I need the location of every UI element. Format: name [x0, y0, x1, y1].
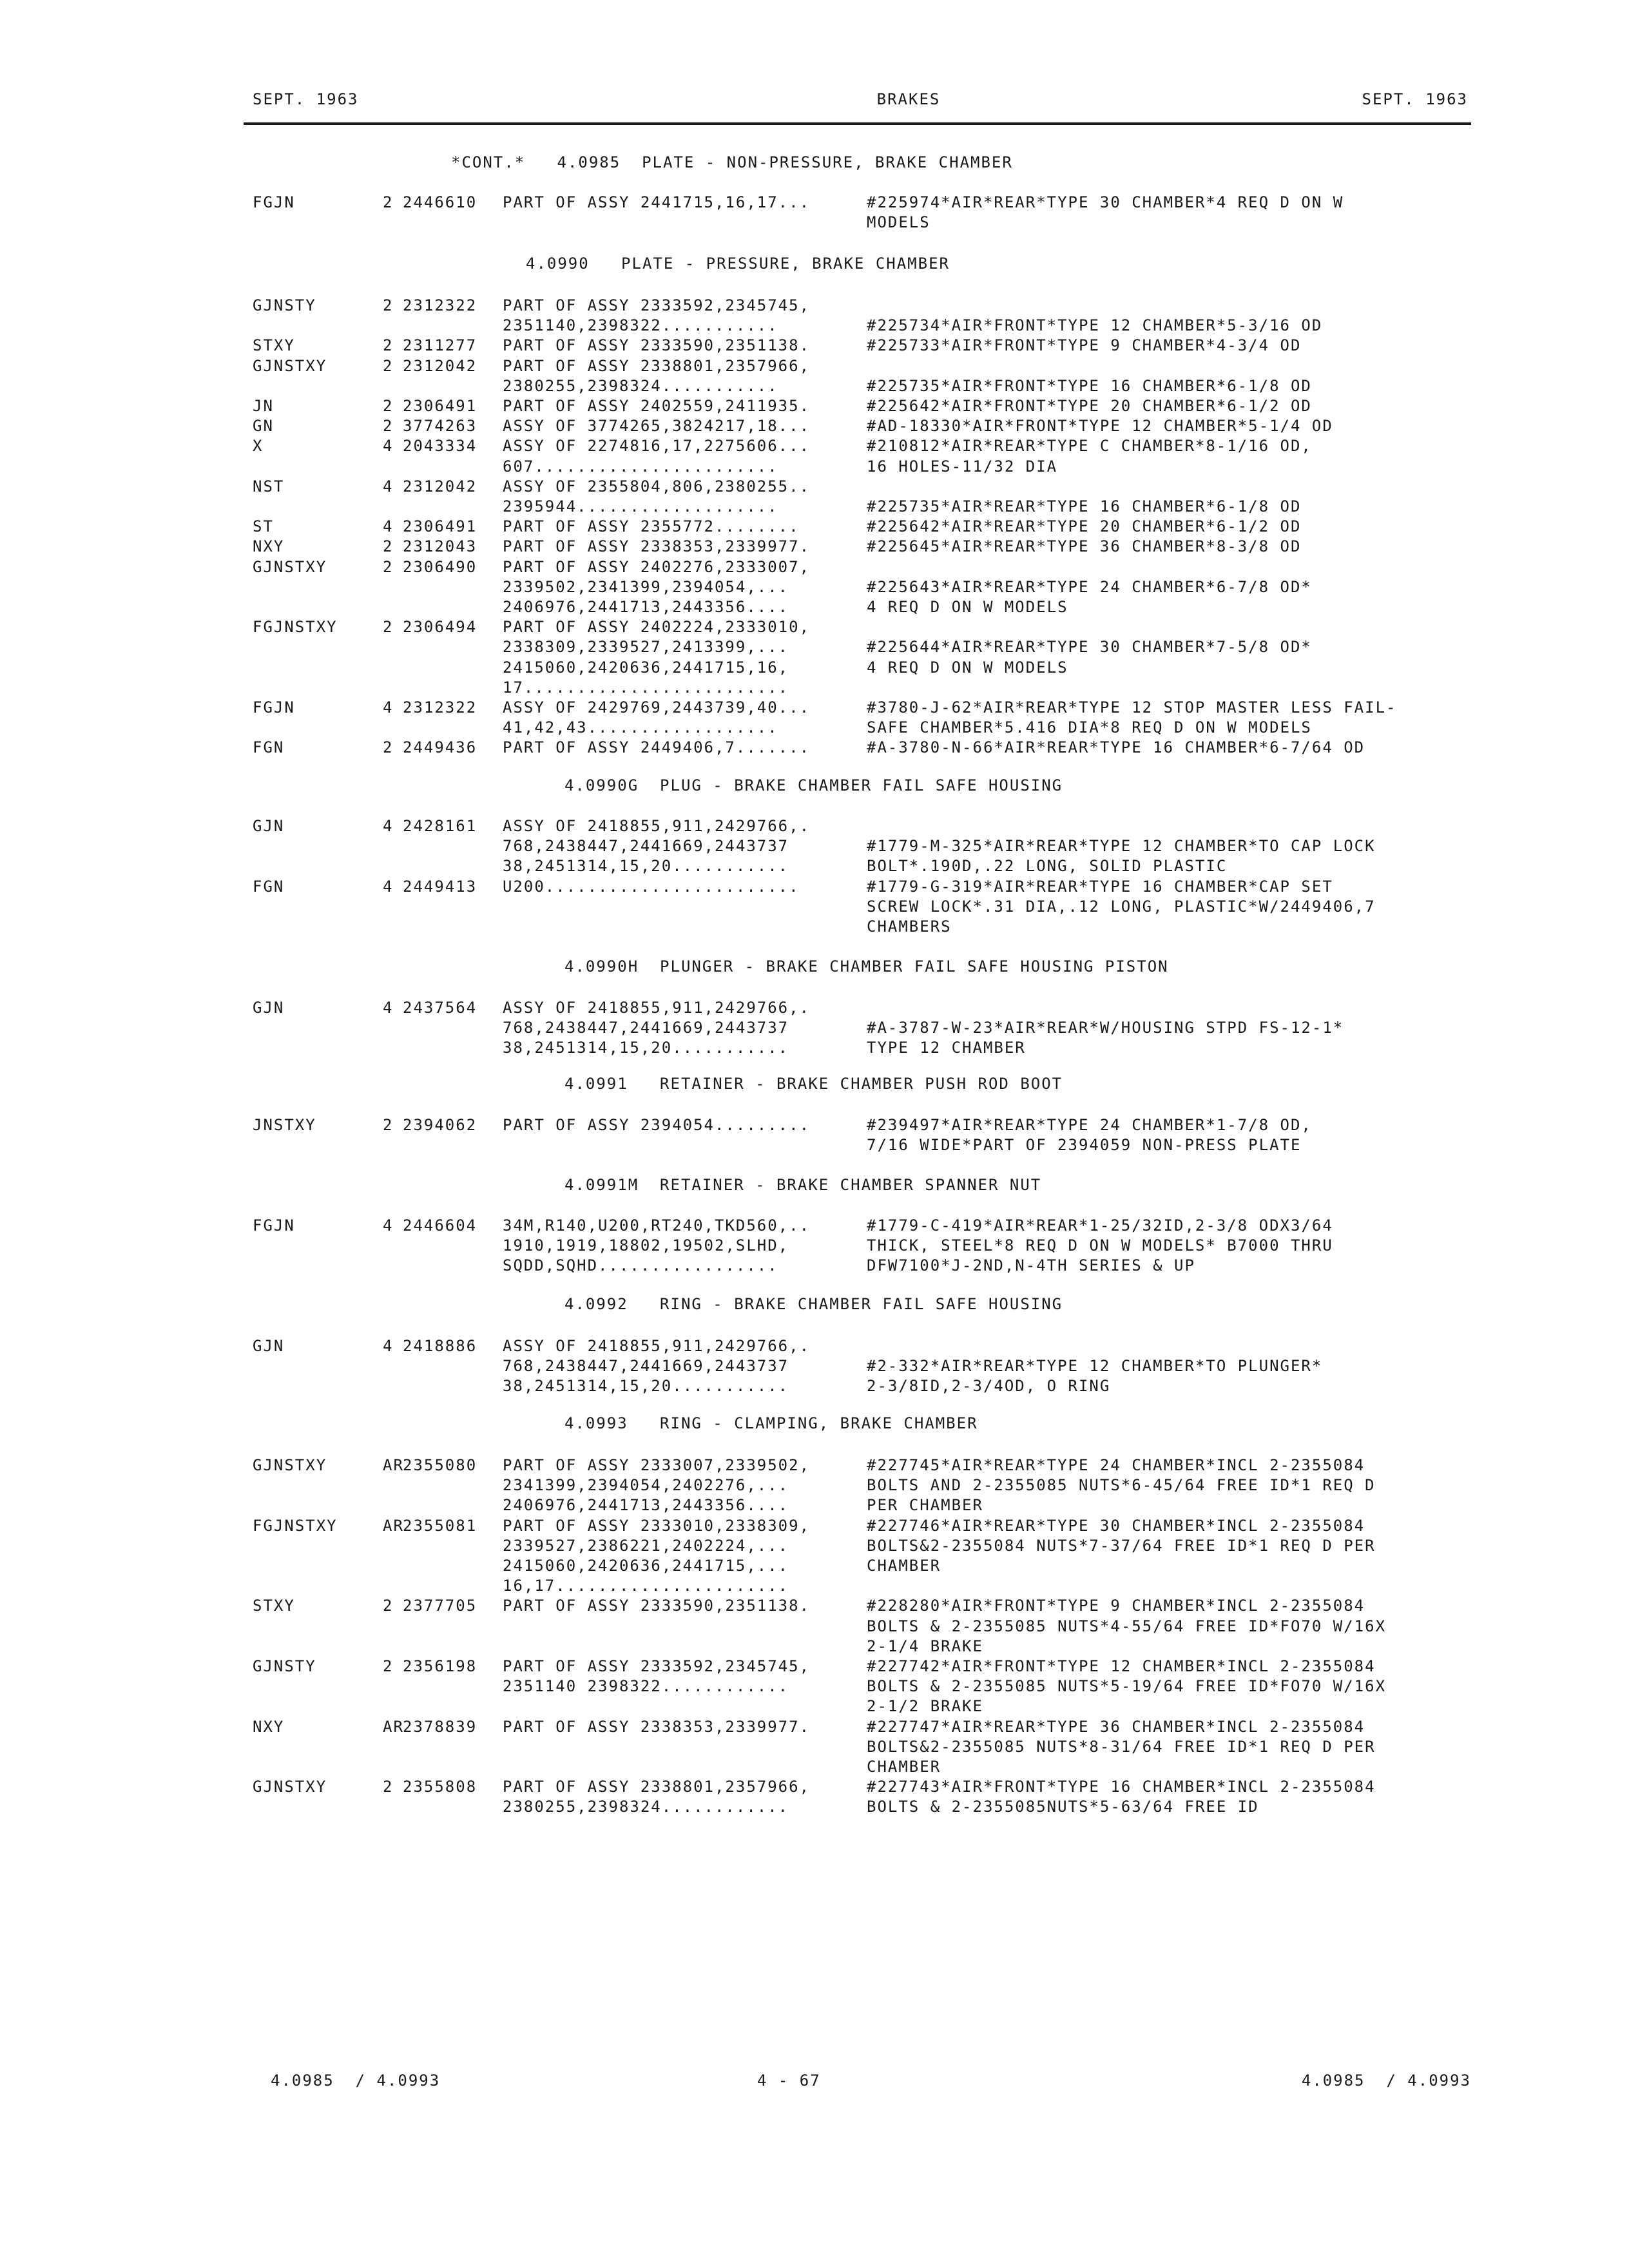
assembly-reference: ASSY OF 2355804,806,2380255..: [503, 477, 811, 495]
quantity: AR: [383, 1516, 404, 1535]
quantity: 4: [383, 437, 394, 456]
part-description: CHAMBERS: [867, 917, 952, 936]
part-description: CHAMBER: [867, 1556, 941, 1575]
part-description: #2-332*AIR*REAR*TYPE 12 CHAMBER*TO PLUNGER*: [867, 1357, 1323, 1376]
model-code: FGN: [253, 877, 285, 896]
assembly-reference: 38,2451314,15,20...........: [503, 1377, 789, 1396]
assembly-reference: 2415060,2420636,2441715,16,: [503, 658, 789, 677]
quantity: 2: [383, 1778, 394, 1796]
assembly-reference: PART OF ASSY 2441715,16,17...: [503, 193, 811, 211]
part-description: BOLTS&2-2355084 NUTS*7-37/64 FREE ID*1 REQ D PER: [867, 1536, 1376, 1555]
model-code: GJNSTXY: [253, 557, 327, 576]
model-code: GJNSTXY: [253, 1778, 327, 1796]
part-number: 2311277: [403, 336, 477, 355]
section-title: 4.0990H PLUNGER - BRAKE CHAMBER FAIL SAFE HOUSING PISTON: [564, 957, 1169, 975]
assembly-reference: PART OF ASSY 2338353,2339977.: [503, 537, 811, 556]
assembly-reference: ASSY OF 2418855,911,2429766,.: [503, 817, 811, 835]
model-code: FGJNSTXY: [253, 618, 338, 637]
model-code: FGN: [253, 738, 285, 757]
assembly-reference: PART OF ASSY 2338353,2339977.: [503, 1717, 811, 1736]
part-description: #225735*AIR*REAR*TYPE 16 CHAMBER*6-1/8 OD: [867, 497, 1302, 515]
part-description: #210812*AIR*REAR*TYPE C CHAMBER*8-1/16 OD,: [867, 437, 1312, 456]
model-code: JN: [253, 397, 274, 415]
assembly-reference: 17.........................: [503, 678, 789, 697]
model-code: STXY: [253, 336, 295, 355]
quantity: 4: [383, 877, 394, 896]
part-description: BOLTS & 2-2355085 NUTS*5-19/64 FREE ID*FO70 W/16X: [867, 1677, 1387, 1696]
part-description: #227746*AIR*REAR*TYPE 30 CHAMBER*INCL 2-2355084: [867, 1516, 1365, 1535]
assembly-reference: 38,2451314,15,20...........: [503, 857, 789, 876]
assembly-reference: 768,2438447,2441669,2443737: [503, 1019, 789, 1037]
quantity: 2: [383, 417, 394, 436]
assembly-reference: ASSY OF 2274816,17,2275606...: [503, 437, 811, 456]
assembly-reference: PART OF ASSY 2449406,7.......: [503, 738, 811, 757]
assembly-reference: 16,17......................: [503, 1577, 789, 1595]
section-title: 4.0992 RING - BRAKE CHAMBER FAIL SAFE HOUSING: [564, 1295, 1063, 1313]
part-description: MODELS: [867, 213, 930, 232]
part-number: 2446610: [403, 193, 477, 211]
header-date-right: SEPT. 1963: [1362, 90, 1468, 108]
assembly-reference: PART OF ASSY 2333007,2339502,: [503, 1456, 811, 1474]
part-description: #1779-C-419*AIR*REAR*1-25/32ID,2-3/8 ODX3/64: [867, 1216, 1333, 1235]
part-description: CHAMBER: [867, 1757, 941, 1776]
part-description: BOLTS AND 2-2355085 NUTS*6-45/64 FREE ID*1 REQ D: [867, 1476, 1376, 1495]
model-code: GJN: [253, 1337, 285, 1355]
part-number: 2418886: [403, 1337, 477, 1355]
model-code: GJNSTXY: [253, 356, 327, 375]
part-number: 2355808: [403, 1778, 477, 1796]
model-code: X: [253, 437, 264, 456]
assembly-reference: PART OF ASSY 2402559,2411935.: [503, 397, 811, 415]
assembly-reference: 607.......................: [503, 457, 778, 476]
quantity: 2: [383, 557, 394, 576]
assembly-reference: 38,2451314,15,20...........: [503, 1039, 789, 1057]
assembly-reference: 2339502,2341399,2394054,...: [503, 577, 789, 596]
assembly-reference: ASSY OF 2418855,911,2429766,.: [503, 999, 811, 1017]
model-code: FGJN: [253, 193, 295, 211]
assembly-reference: PART OF ASSY 2333010,2338309,: [503, 1516, 811, 1535]
part-description: #225642*AIR*REAR*TYPE 20 CHAMBER*6-1/2 OD: [867, 517, 1302, 536]
assembly-reference: 2415060,2420636,2441715,...: [503, 1556, 789, 1575]
part-description: #225733*AIR*FRONT*TYPE 9 CHAMBER*4-3/4 OD: [867, 336, 1302, 355]
assembly-reference: PART OF ASSY 2394054.........: [503, 1116, 811, 1134]
assembly-reference: U200........................: [503, 877, 800, 896]
part-description: 2-1/2 BRAKE: [867, 1697, 983, 1716]
part-number: 2306491: [403, 517, 477, 536]
footer-range-right: 4.0985 / 4.0993: [1301, 2071, 1471, 2090]
quantity: 2: [383, 1597, 394, 1615]
section-title: 4.0990G PLUG - BRAKE CHAMBER FAIL SAFE HOUSING: [564, 776, 1063, 794]
part-description: #225735*AIR*FRONT*TYPE 16 CHAMBER*6-1/8 OD: [867, 376, 1312, 395]
quantity: 4: [383, 698, 394, 716]
model-code: JNSTXY: [253, 1116, 316, 1134]
part-number: 2356198: [403, 1657, 477, 1675]
assembly-reference: SQDD,SQHD.................: [503, 1256, 778, 1275]
part-number: 2449413: [403, 877, 477, 896]
assembly-reference: PART OF ASSY 2333592,2345745,: [503, 1657, 811, 1675]
part-description: #225642*AIR*FRONT*TYPE 20 CHAMBER*6-1/2 OD: [867, 397, 1312, 415]
part-description: #AD-18330*AIR*FRONT*TYPE 12 CHAMBER*5-1/4 OD: [867, 417, 1333, 436]
quantity: 2: [383, 356, 394, 375]
quantity: 2: [383, 618, 394, 637]
part-number: 2355081: [403, 1516, 477, 1535]
assembly-reference: 768,2438447,2441669,2443737: [503, 837, 789, 856]
part-number: 2394062: [403, 1116, 477, 1134]
header-rule: [244, 122, 1471, 125]
part-description: #225643*AIR*REAR*TYPE 24 CHAMBER*6-7/8 OD*: [867, 577, 1312, 596]
assembly-reference: PART OF ASSY 2355772........: [503, 517, 800, 536]
part-number: 2449436: [403, 738, 477, 757]
part-description: #227747*AIR*REAR*TYPE 36 CHAMBER*INCL 2-2355084: [867, 1717, 1365, 1736]
assembly-reference: 1910,1919,18802,19502,SLHD,: [503, 1236, 789, 1255]
assembly-reference: ASSY OF 3774265,3824217,18...: [503, 417, 811, 436]
part-description: 7/16 WIDE*PART OF 2394059 NON-PRESS PLATE: [867, 1136, 1302, 1155]
assembly-reference: 2338309,2339527,2413399,...: [503, 638, 789, 657]
page-number: 4 - 67: [757, 2071, 821, 2090]
model-code: GJNSTY: [253, 296, 316, 314]
part-number: 2437564: [403, 999, 477, 1017]
part-description: 2-1/4 BRAKE: [867, 1637, 983, 1655]
part-description: SCREW LOCK*.31 DIA,.12 LONG, PLASTIC*W/2449406,7: [867, 897, 1376, 916]
quantity: 2: [383, 537, 394, 556]
quantity: 4: [383, 477, 394, 495]
part-description: SAFE CHAMBER*5.416 DIA*8 REQ D ON W MODELS: [867, 718, 1312, 737]
part-description: BOLT*.190D,.22 LONG, SOLID PLASTIC: [867, 857, 1228, 876]
quantity: 2: [383, 397, 394, 415]
part-description: #A-3787-W-23*AIR*REAR*W/HOUSING STPD FS-12-1*: [867, 1019, 1344, 1037]
part-number: 2312042: [403, 356, 477, 375]
quantity: 4: [383, 817, 394, 835]
assembly-reference: PART OF ASSY 2333592,2345745,: [503, 296, 811, 314]
section-title: 4.0991 RETAINER - BRAKE CHAMBER PUSH ROD BOOT: [564, 1075, 1063, 1093]
part-description: #225734*AIR*FRONT*TYPE 12 CHAMBER*5-3/16 OD: [867, 316, 1323, 335]
section-title: 4.0990 PLATE - PRESSURE, BRAKE CHAMBER: [526, 255, 950, 273]
assembly-reference: 2351140 2398322............: [503, 1677, 789, 1696]
part-number: 2312042: [403, 477, 477, 495]
model-code: GJNSTY: [253, 1657, 316, 1675]
part-number: 2378839: [403, 1717, 477, 1736]
model-code: GJN: [253, 999, 285, 1017]
model-code: FGJNSTXY: [253, 1516, 338, 1535]
model-code: GN: [253, 417, 274, 436]
part-description: 16 HOLES-11/32 DIA: [867, 457, 1058, 476]
model-code: NXY: [253, 537, 285, 556]
part-description: #225645*AIR*REAR*TYPE 36 CHAMBER*8-3/8 OD: [867, 537, 1302, 556]
part-number: 2306494: [403, 618, 477, 637]
part-description: BOLTS & 2-2355085NUTS*5-63/64 FREE ID: [867, 1798, 1259, 1816]
part-description: 4 REQ D ON W MODELS: [867, 658, 1068, 677]
part-description: THICK, STEEL*8 REQ D ON W MODELS* B7000 THRU: [867, 1236, 1333, 1255]
assembly-reference: 2380255,2398324............: [503, 1798, 789, 1816]
quantity: 2: [383, 738, 394, 757]
part-description: #A-3780-N-66*AIR*REAR*TYPE 16 CHAMBER*6-7/64 OD: [867, 738, 1365, 757]
quantity: 4: [383, 999, 394, 1017]
assembly-reference: PART OF ASSY 2333590,2351138.: [503, 336, 811, 355]
section-title: *CONT.* 4.0985 PLATE - NON-PRESSURE, BRAKE CHAMBER: [451, 153, 1013, 171]
model-code: ST: [253, 517, 274, 536]
model-code: FGJN: [253, 698, 295, 716]
assembly-reference: ASSY OF 2418855,911,2429766,.: [503, 1337, 811, 1355]
part-number: 2312322: [403, 698, 477, 716]
quantity: 2: [383, 193, 394, 211]
model-code: NXY: [253, 1717, 285, 1736]
part-description: #3780-J-62*AIR*REAR*TYPE 12 STOP MASTER LESS FAIL-: [867, 698, 1397, 716]
assembly-reference: 2406976,2441713,2443356....: [503, 597, 789, 616]
part-description: #227742*AIR*FRONT*TYPE 12 CHAMBER*INCL 2-2355084: [867, 1657, 1376, 1675]
part-number: 2306491: [403, 397, 477, 415]
assembly-reference: 2339527,2386221,2402224,...: [503, 1536, 789, 1555]
part-description: TYPE 12 CHAMBER: [867, 1039, 1026, 1057]
part-description: #225644*AIR*REAR*TYPE 30 CHAMBER*7-5/8 OD*: [867, 638, 1312, 657]
quantity: 4: [383, 517, 394, 536]
assembly-reference: PART OF ASSY 2402276,2333007,: [503, 557, 811, 576]
assembly-reference: 2351140,2398322...........: [503, 316, 778, 335]
quantity: 4: [383, 1337, 394, 1355]
header-date-left: SEPT. 1963: [253, 90, 359, 108]
quantity: 2: [383, 296, 394, 314]
section-title: 4.0991M RETAINER - BRAKE CHAMBER SPANNER NUT: [564, 1176, 1042, 1194]
quantity: 2: [383, 336, 394, 355]
footer-range-left: 4.0985 / 4.0993: [271, 2071, 441, 2090]
part-description: PER CHAMBER: [867, 1496, 983, 1515]
assembly-reference: 2395944...................: [503, 497, 778, 515]
quantity: 4: [383, 1216, 394, 1235]
assembly-reference: ASSY OF 2429769,2443739,40...: [503, 698, 811, 716]
assembly-reference: PART OF ASSY 2338801,2357966,: [503, 356, 811, 375]
part-description: 4 REQ D ON W MODELS: [867, 597, 1068, 616]
assembly-reference: PART OF ASSY 2333590,2351138.: [503, 1597, 811, 1615]
part-description: 2-3/8ID,2-3/4OD, O RING: [867, 1377, 1111, 1396]
model-code: GJNSTXY: [253, 1456, 327, 1474]
model-code: GJN: [253, 817, 285, 835]
part-number: 2428161: [403, 817, 477, 835]
part-description: DFW7100*J-2ND,N-4TH SERIES & UP: [867, 1256, 1195, 1275]
assembly-reference: 2380255,2398324...........: [503, 376, 778, 395]
model-code: NST: [253, 477, 285, 495]
part-description: #1779-M-325*AIR*REAR*TYPE 12 CHAMBER*TO CAP LOCK: [867, 837, 1376, 856]
part-description: BOLTS&2-2355085 NUTS*8-31/64 FREE ID*1 REQ D PER: [867, 1737, 1376, 1756]
assembly-reference: 768,2438447,2441669,2443737: [503, 1357, 789, 1376]
part-number: 2312322: [403, 296, 477, 314]
part-description: #239497*AIR*REAR*TYPE 24 CHAMBER*1-7/8 OD,: [867, 1116, 1312, 1134]
quantity: AR: [383, 1717, 404, 1736]
part-description: #225974*AIR*REAR*TYPE 30 CHAMBER*4 REQ D ON W: [867, 193, 1344, 211]
part-number: 3774263: [403, 417, 477, 436]
part-description: #227745*AIR*REAR*TYPE 24 CHAMBER*INCL 2-2355084: [867, 1456, 1365, 1474]
quantity: 2: [383, 1657, 394, 1675]
quantity: AR: [383, 1456, 404, 1474]
part-number: 2306490: [403, 557, 477, 576]
part-number: 2446604: [403, 1216, 477, 1235]
model-code: STXY: [253, 1597, 295, 1615]
quantity: 2: [383, 1116, 394, 1134]
assembly-reference: PART OF ASSY 2338801,2357966,: [503, 1778, 811, 1796]
assembly-reference: 2341399,2394054,2402276,...: [503, 1476, 789, 1495]
header-title: BRAKES: [876, 90, 941, 108]
assembly-reference: 2406976,2441713,2443356....: [503, 1496, 789, 1515]
section-title: 4.0993 RING - CLAMPING, BRAKE CHAMBER: [564, 1414, 978, 1432]
part-number: 2312043: [403, 537, 477, 556]
model-code: FGJN: [253, 1216, 295, 1235]
part-description: #1779-G-319*AIR*REAR*TYPE 16 CHAMBER*CAP SET: [867, 877, 1333, 896]
assembly-reference: PART OF ASSY 2402224,2333010,: [503, 618, 811, 637]
part-description: #228280*AIR*FRONT*TYPE 9 CHAMBER*INCL 2-2355084: [867, 1597, 1365, 1615]
assembly-reference: 34M,R140,U200,RT240,TKD560,..: [503, 1216, 811, 1235]
part-number: 2377705: [403, 1597, 477, 1615]
assembly-reference: 41,42,43..................: [503, 718, 778, 737]
part-number: 2043334: [403, 437, 477, 456]
part-description: #227743*AIR*FRONT*TYPE 16 CHAMBER*INCL 2-2355084: [867, 1778, 1376, 1796]
part-number: 2355080: [403, 1456, 477, 1474]
part-description: BOLTS & 2-2355085 NUTS*4-55/64 FREE ID*FO70 W/16X: [867, 1617, 1387, 1635]
